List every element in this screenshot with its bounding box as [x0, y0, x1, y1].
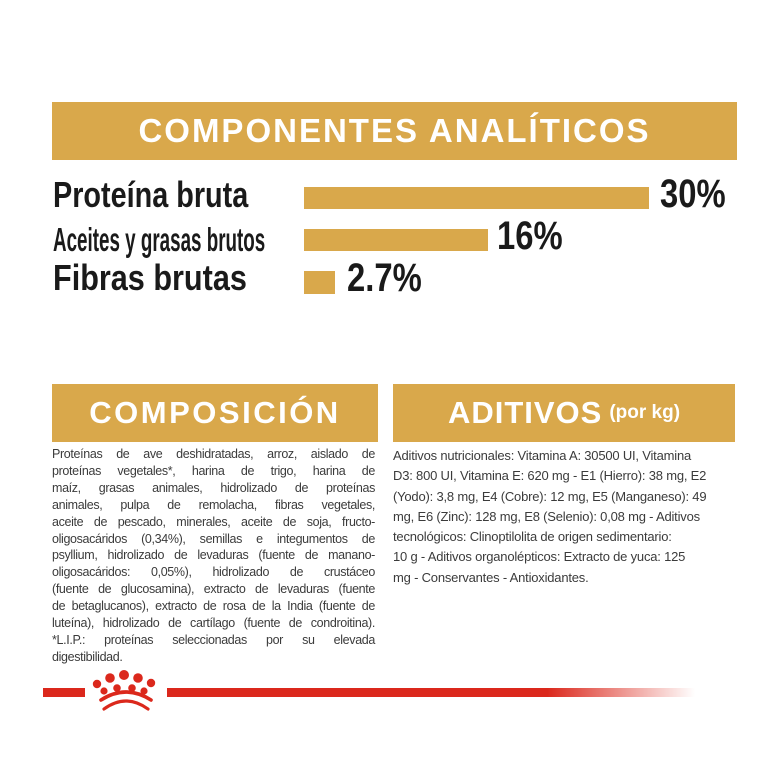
text-line: oligosacáridos (0,34%), semillas e integumentos de	[52, 531, 375, 546]
text-line: *L.I.P.: proteínas seleccionadas por su elevada	[52, 632, 375, 647]
additives-banner	[393, 384, 735, 442]
text-line: 10 g - Aditivos organolépticos: Extracto de yuca: 125	[393, 549, 686, 565]
text-line: mg, E6 (Zinc): 128 mg, E8 (Selenio): 0,08 mg - Aditivos	[393, 508, 700, 524]
text-line: D3: 800 UI, Vitamina E: 620 mg - E1 (Hierro): 38 mg, E2	[393, 468, 707, 484]
bar-fats	[304, 229, 488, 251]
text-line: tecnológicos: Clinoptilolita de origen sedimentario:	[393, 529, 672, 545]
text-line: Aditivos nutricionales: Vitamina A: 30500 UI, Vitamina	[393, 448, 692, 463]
analytical-components-banner	[52, 102, 737, 160]
additives-title-suffix: (por kg)	[609, 402, 681, 423]
text-line: (fuente de glucosamina), extracto de levaduras (fuente	[52, 582, 375, 597]
text-line: animales, pulpa de remolacha, fibras vegetales,	[52, 497, 375, 512]
text-line: digestibilidad.	[52, 649, 123, 664]
bar-value-fibre: 2.7%	[347, 256, 422, 300]
text-line: (Yodo): 3,8 mg, E4 (Cobre): 12 mg, E5 (Manganeso): 49	[393, 488, 707, 504]
text-line: psyllium, hidrolizado de levaduras (fuente de manano-	[52, 548, 375, 563]
text-line: oligosacáridos: 0,05%), hidrolizado de crustáceo	[52, 565, 375, 580]
bar-label-fibre: Fibras brutas	[53, 257, 247, 298]
bar-label-fats: Aceites y grasas brutos	[53, 221, 266, 258]
composition-title: COMPOSICIÓN	[89, 395, 341, 430]
additives-title: ADITIVOS	[447, 395, 603, 430]
text-line: de betaglucanos), extracto de rosa de la India (fuente de	[52, 599, 375, 614]
analytical-components-title: COMPONENTES ANALÍTICOS	[138, 112, 651, 149]
bar-label-protein: Proteína bruta	[53, 174, 249, 215]
additives-text	[393, 446, 738, 588]
composition-banner	[52, 384, 378, 442]
red-divider-left	[43, 688, 85, 697]
royal-canin-crown-icon	[90, 666, 162, 722]
bar-value-protein: 30%	[660, 172, 726, 216]
text-line: luteína), hidrolizado de cartílago (fuente de condroitina).	[52, 616, 375, 631]
red-divider-right	[167, 688, 695, 697]
text-line: aceite de pescado, minerales, aceite de soja, fructo-	[52, 514, 375, 529]
text-line: maíz, grasas animales, hidrolizado de proteínas	[52, 480, 375, 495]
bar-fibre	[304, 271, 335, 294]
composition-text	[52, 446, 375, 666]
bar-value-fats: 16%	[497, 214, 563, 258]
text-line: Proteínas de ave deshidratadas, arroz, aislado de	[52, 447, 375, 461]
bar-protein	[304, 187, 649, 209]
text-line: mg - Conservantes - Antioxidantes.	[393, 569, 589, 585]
text-line: proteínas vegetales*, harina de trigo, harina de	[52, 463, 375, 478]
